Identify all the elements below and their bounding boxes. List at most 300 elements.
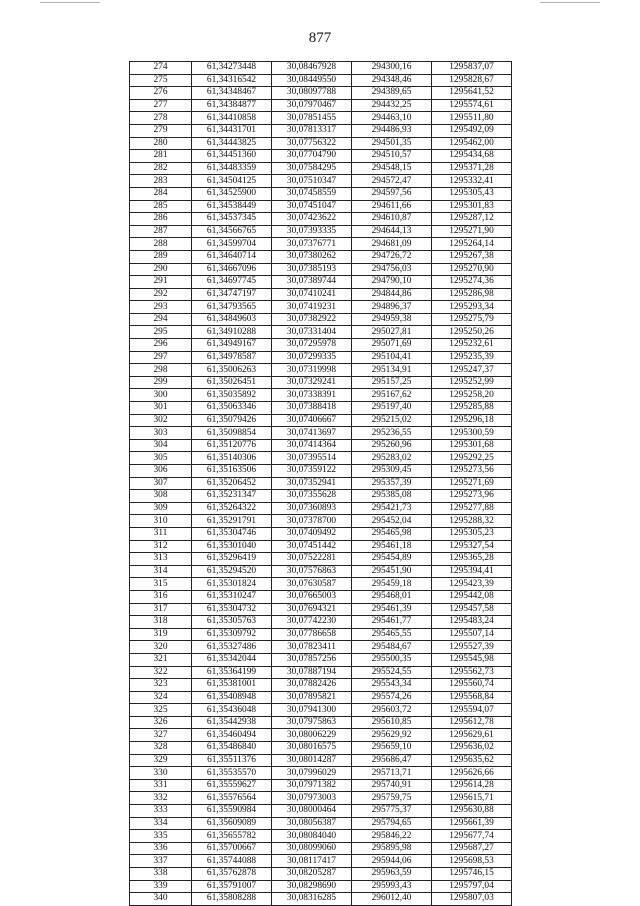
latitude-cell: 61,34949167: [192, 339, 272, 352]
table-row: [130, 112, 512, 125]
point-number-cell: 276: [130, 87, 192, 100]
latitude-cell: 61,34451360: [192, 150, 272, 163]
table-row: [130, 150, 512, 163]
latitude-cell: 61,35301824: [192, 578, 272, 591]
point-number-cell: 278: [130, 112, 192, 125]
x-coordinate-cell: 294756,03: [352, 263, 432, 276]
y-coordinate-cell: 1295636,02: [432, 742, 512, 755]
x-coordinate-cell: 294548,15: [352, 162, 432, 175]
latitude-cell: 61,35063346: [192, 402, 272, 415]
x-coordinate-cell: 295686,47: [352, 754, 432, 767]
latitude-cell: 61,35035892: [192, 389, 272, 402]
latitude-cell: 61,35079426: [192, 414, 272, 427]
longitude-cell: 30,08467928: [272, 62, 352, 75]
y-coordinate-cell: 1295511,80: [432, 112, 512, 125]
table-row: [130, 364, 512, 377]
x-coordinate-cell: 294644,13: [352, 225, 432, 238]
table-row: [130, 490, 512, 503]
longitude-cell: 30,07971382: [272, 779, 352, 792]
y-coordinate-cell: 1295365,28: [432, 553, 512, 566]
point-number-cell: 339: [130, 880, 192, 893]
table-row: [130, 616, 512, 629]
table-row: [130, 515, 512, 528]
latitude-cell: 61,35511376: [192, 754, 272, 767]
longitude-cell: 30,08205287: [272, 868, 352, 881]
longitude-cell: 30,07419231: [272, 301, 352, 314]
longitude-cell: 30,07413697: [272, 427, 352, 440]
point-number-cell: 337: [130, 855, 192, 868]
x-coordinate-cell: 296012,40: [352, 893, 432, 906]
point-number-cell: 323: [130, 679, 192, 692]
point-number-cell: 311: [130, 527, 192, 540]
latitude-cell: 61,34483359: [192, 162, 272, 175]
point-number-cell: 320: [130, 641, 192, 654]
x-coordinate-cell: 295524,55: [352, 666, 432, 679]
table-row: [130, 402, 512, 415]
point-number-cell: 318: [130, 616, 192, 629]
y-coordinate-cell: 1295568,84: [432, 691, 512, 704]
point-number-cell: 331: [130, 779, 192, 792]
table-row: [130, 603, 512, 616]
point-number-cell: 310: [130, 515, 192, 528]
point-number-cell: 305: [130, 452, 192, 465]
table-row: [130, 465, 512, 478]
latitude-cell: 61,35559627: [192, 779, 272, 792]
y-coordinate-cell: 1295635,62: [432, 754, 512, 767]
x-coordinate-cell: 295459,18: [352, 578, 432, 591]
y-coordinate-cell: 1295394,41: [432, 565, 512, 578]
latitude-cell: 61,34410858: [192, 112, 272, 125]
y-coordinate-cell: 1295285,88: [432, 402, 512, 415]
table-row: [130, 855, 512, 868]
table-row: [130, 62, 512, 75]
latitude-cell: 61,35808288: [192, 893, 272, 906]
y-coordinate-cell: 1295247,37: [432, 364, 512, 377]
point-number-cell: 286: [130, 213, 192, 226]
latitude-cell: 61,34537345: [192, 213, 272, 226]
x-coordinate-cell: 294300,16: [352, 62, 432, 75]
longitude-cell: 30,07380262: [272, 250, 352, 263]
longitude-cell: 30,07458559: [272, 187, 352, 200]
y-coordinate-cell: 1295270,90: [432, 263, 512, 276]
table-row: [130, 540, 512, 553]
latitude-cell: 61,35301040: [192, 540, 272, 553]
table-row: [130, 175, 512, 188]
y-coordinate-cell: 1295250,26: [432, 326, 512, 339]
longitude-cell: 30,07423622: [272, 213, 352, 226]
table-row: [130, 225, 512, 238]
point-number-cell: 335: [130, 830, 192, 843]
point-number-cell: 326: [130, 716, 192, 729]
y-coordinate-cell: 1295594,07: [432, 704, 512, 717]
table-row: [130, 389, 512, 402]
table-row: [130, 754, 512, 767]
point-number-cell: 300: [130, 389, 192, 402]
table-row: [130, 238, 512, 251]
y-coordinate-cell: 1295677,74: [432, 830, 512, 843]
latitude-cell: 61,35304732: [192, 603, 272, 616]
longitude-cell: 30,07393335: [272, 225, 352, 238]
point-number-cell: 282: [130, 162, 192, 175]
x-coordinate-cell: 294959,38: [352, 313, 432, 326]
longitude-cell: 30,07414364: [272, 439, 352, 452]
latitude-cell: 61,35609089: [192, 817, 272, 830]
point-number-cell: 298: [130, 364, 192, 377]
table-row: [130, 452, 512, 465]
longitude-cell: 30,08016575: [272, 742, 352, 755]
coordinates-table: [129, 61, 512, 906]
x-coordinate-cell: 295385,08: [352, 490, 432, 503]
x-coordinate-cell: 294486,93: [352, 124, 432, 137]
page-number: 877: [308, 30, 332, 46]
x-coordinate-cell: 295500,35: [352, 653, 432, 666]
latitude-cell: 61,35120776: [192, 439, 272, 452]
longitude-cell: 30,07378700: [272, 515, 352, 528]
x-coordinate-cell: 295454,89: [352, 553, 432, 566]
y-coordinate-cell: 1295292,25: [432, 452, 512, 465]
x-coordinate-cell: 294611,66: [352, 200, 432, 213]
table-row: [130, 666, 512, 679]
point-number-cell: 307: [130, 477, 192, 490]
x-coordinate-cell: 295451,90: [352, 565, 432, 578]
latitude-cell: 61,35310247: [192, 590, 272, 603]
point-number-cell: 289: [130, 250, 192, 263]
table-row: [130, 137, 512, 150]
x-coordinate-cell: 294572,47: [352, 175, 432, 188]
table-row: [130, 792, 512, 805]
x-coordinate-cell: 295452,04: [352, 515, 432, 528]
longitude-cell: 30,08000464: [272, 805, 352, 818]
point-number-cell: 336: [130, 842, 192, 855]
latitude-cell: 61,35535570: [192, 767, 272, 780]
point-number-cell: 293: [130, 301, 192, 314]
point-number-cell: 287: [130, 225, 192, 238]
point-number-cell: 284: [130, 187, 192, 200]
latitude-cell: 61,34747197: [192, 288, 272, 301]
longitude-cell: 30,07319998: [272, 364, 352, 377]
table-row: [130, 767, 512, 780]
top-edge-mark-right: [540, 2, 600, 3]
x-coordinate-cell: 295629,92: [352, 729, 432, 742]
table-row: [130, 805, 512, 818]
x-coordinate-cell: 294726,72: [352, 250, 432, 263]
table-row: [130, 351, 512, 364]
longitude-cell: 30,07576863: [272, 565, 352, 578]
table-row: [130, 729, 512, 742]
x-coordinate-cell: 295215,02: [352, 414, 432, 427]
x-coordinate-cell: 294896,37: [352, 301, 432, 314]
longitude-cell: 30,07887194: [272, 666, 352, 679]
y-coordinate-cell: 1295288,32: [432, 515, 512, 528]
longitude-cell: 30,07694321: [272, 603, 352, 616]
y-coordinate-cell: 1295293,34: [432, 301, 512, 314]
latitude-cell: 61,35264322: [192, 502, 272, 515]
y-coordinate-cell: 1295305,23: [432, 527, 512, 540]
longitude-cell: 30,07359122: [272, 465, 352, 478]
y-coordinate-cell: 1295296,18: [432, 414, 512, 427]
point-number-cell: 325: [130, 704, 192, 717]
table-row: [130, 339, 512, 352]
x-coordinate-cell: 295236,55: [352, 427, 432, 440]
y-coordinate-cell: 1295274,36: [432, 276, 512, 289]
point-number-cell: 315: [130, 578, 192, 591]
y-coordinate-cell: 1295305,43: [432, 187, 512, 200]
latitude-cell: 61,34504125: [192, 175, 272, 188]
point-number-cell: 312: [130, 540, 192, 553]
y-coordinate-cell: 1295574,61: [432, 99, 512, 112]
x-coordinate-cell: 295963,59: [352, 868, 432, 881]
longitude-cell: 30,08056387: [272, 817, 352, 830]
latitude-cell: 61,35305763: [192, 616, 272, 629]
y-coordinate-cell: 1295612,78: [432, 716, 512, 729]
table-row: [130, 99, 512, 112]
longitude-cell: 30,07857256: [272, 653, 352, 666]
point-number-cell: 275: [130, 74, 192, 87]
x-coordinate-cell: 295027,81: [352, 326, 432, 339]
x-coordinate-cell: 295659,10: [352, 742, 432, 755]
longitude-cell: 30,07389744: [272, 276, 352, 289]
point-number-cell: 321: [130, 653, 192, 666]
x-coordinate-cell: 294790,10: [352, 276, 432, 289]
longitude-cell: 30,08014287: [272, 754, 352, 767]
x-coordinate-cell: 295465,98: [352, 527, 432, 540]
point-number-cell: 301: [130, 402, 192, 415]
x-coordinate-cell: 295846,22: [352, 830, 432, 843]
latitude-cell: 61,34525900: [192, 187, 272, 200]
point-number-cell: 313: [130, 553, 192, 566]
latitude-cell: 61,35791007: [192, 880, 272, 893]
y-coordinate-cell: 1295797,04: [432, 880, 512, 893]
longitude-cell: 30,07975863: [272, 716, 352, 729]
y-coordinate-cell: 1295626,66: [432, 767, 512, 780]
longitude-cell: 30,07299335: [272, 351, 352, 364]
point-number-cell: 322: [130, 666, 192, 679]
longitude-cell: 30,07786658: [272, 628, 352, 641]
table-row: [130, 502, 512, 515]
table-row: [130, 590, 512, 603]
x-coordinate-cell: 295759,75: [352, 792, 432, 805]
longitude-cell: 30,07742230: [272, 616, 352, 629]
table-row: [130, 880, 512, 893]
x-coordinate-cell: 295197,40: [352, 402, 432, 415]
table-row: [130, 679, 512, 692]
y-coordinate-cell: 1295258,20: [432, 389, 512, 402]
point-number-cell: 340: [130, 893, 192, 906]
y-coordinate-cell: 1295434,68: [432, 150, 512, 163]
y-coordinate-cell: 1295630,88: [432, 805, 512, 818]
latitude-cell: 61,34538449: [192, 200, 272, 213]
point-number-cell: 277: [130, 99, 192, 112]
x-coordinate-cell: 295134,91: [352, 364, 432, 377]
latitude-cell: 61,35342044: [192, 653, 272, 666]
point-number-cell: 291: [130, 276, 192, 289]
point-number-cell: 306: [130, 465, 192, 478]
x-coordinate-cell: 295421,73: [352, 502, 432, 515]
latitude-cell: 61,35304746: [192, 527, 272, 540]
y-coordinate-cell: 1295483,24: [432, 616, 512, 629]
longitude-cell: 30,07522281: [272, 553, 352, 566]
table-row: [130, 742, 512, 755]
x-coordinate-cell: 294463,10: [352, 112, 432, 125]
y-coordinate-cell: 1295287,12: [432, 213, 512, 226]
latitude-cell: 61,35576564: [192, 792, 272, 805]
longitude-cell: 30,08117417: [272, 855, 352, 868]
point-number-cell: 281: [130, 150, 192, 163]
y-coordinate-cell: 1295746,15: [432, 868, 512, 881]
y-coordinate-cell: 1295423,39: [432, 578, 512, 591]
longitude-cell: 30,07329241: [272, 376, 352, 389]
latitude-cell: 61,34978587: [192, 351, 272, 364]
longitude-cell: 30,07451047: [272, 200, 352, 213]
y-coordinate-cell: 1295275,79: [432, 313, 512, 326]
longitude-cell: 30,07376771: [272, 238, 352, 251]
table-row: [130, 427, 512, 440]
x-coordinate-cell: 295610,85: [352, 716, 432, 729]
point-number-cell: 334: [130, 817, 192, 830]
table-row: [130, 263, 512, 276]
longitude-cell: 30,07813317: [272, 124, 352, 137]
table-row: [130, 74, 512, 87]
x-coordinate-cell: 295157,25: [352, 376, 432, 389]
point-number-cell: 332: [130, 792, 192, 805]
latitude-cell: 61,35309792: [192, 628, 272, 641]
longitude-cell: 30,07756322: [272, 137, 352, 150]
longitude-cell: 30,07451442: [272, 540, 352, 553]
point-number-cell: 327: [130, 729, 192, 742]
y-coordinate-cell: 1295560,74: [432, 679, 512, 692]
point-number-cell: 330: [130, 767, 192, 780]
x-coordinate-cell: 295309,45: [352, 465, 432, 478]
latitude-cell: 61,34599704: [192, 238, 272, 251]
table-row: [130, 868, 512, 881]
point-number-cell: 304: [130, 439, 192, 452]
table-row: [130, 276, 512, 289]
y-coordinate-cell: 1295267,38: [432, 250, 512, 263]
point-number-cell: 295: [130, 326, 192, 339]
latitude-cell: 61,34849603: [192, 313, 272, 326]
table-row: [130, 704, 512, 717]
x-coordinate-cell: 294510,57: [352, 150, 432, 163]
table-row: [130, 779, 512, 792]
longitude-cell: 30,07360893: [272, 502, 352, 515]
point-number-cell: 292: [130, 288, 192, 301]
x-coordinate-cell: 295283,02: [352, 452, 432, 465]
table-row: [130, 578, 512, 591]
point-number-cell: 290: [130, 263, 192, 276]
latitude-cell: 61,34566765: [192, 225, 272, 238]
point-number-cell: 317: [130, 603, 192, 616]
table-row: [130, 691, 512, 704]
y-coordinate-cell: 1295507,14: [432, 628, 512, 641]
y-coordinate-cell: 1295492,09: [432, 124, 512, 137]
point-number-cell: 319: [130, 628, 192, 641]
x-coordinate-cell: 295071,69: [352, 339, 432, 352]
longitude-cell: 30,07355628: [272, 490, 352, 503]
x-coordinate-cell: 295603,72: [352, 704, 432, 717]
longitude-cell: 30,07338391: [272, 389, 352, 402]
longitude-cell: 30,07388418: [272, 402, 352, 415]
top-edge-mark-left: [40, 2, 100, 3]
coordinates-table-body: [130, 62, 512, 906]
table-row: [130, 641, 512, 654]
longitude-cell: 30,08097788: [272, 87, 352, 100]
longitude-cell: 30,07382922: [272, 313, 352, 326]
x-coordinate-cell: 294844,86: [352, 288, 432, 301]
y-coordinate-cell: 1295273,96: [432, 490, 512, 503]
point-number-cell: 333: [130, 805, 192, 818]
point-number-cell: 294: [130, 313, 192, 326]
x-coordinate-cell: 295465,55: [352, 628, 432, 641]
point-number-cell: 328: [130, 742, 192, 755]
x-coordinate-cell: 294348,46: [352, 74, 432, 87]
point-number-cell: 316: [130, 590, 192, 603]
x-coordinate-cell: 295713,71: [352, 767, 432, 780]
latitude-cell: 61,35098854: [192, 427, 272, 440]
table-row: [130, 842, 512, 855]
longitude-cell: 30,07941300: [272, 704, 352, 717]
x-coordinate-cell: 295461,39: [352, 603, 432, 616]
table-row: [130, 301, 512, 314]
table-row: [130, 477, 512, 490]
y-coordinate-cell: 1295615,71: [432, 792, 512, 805]
y-coordinate-cell: 1295807,03: [432, 893, 512, 906]
longitude-cell: 30,07970467: [272, 99, 352, 112]
x-coordinate-cell: 294501,35: [352, 137, 432, 150]
table-row: [130, 553, 512, 566]
longitude-cell: 30,07665003: [272, 590, 352, 603]
longitude-cell: 30,07409492: [272, 527, 352, 540]
table-row: [130, 187, 512, 200]
x-coordinate-cell: 294432,25: [352, 99, 432, 112]
latitude-cell: 61,35442938: [192, 716, 272, 729]
table-row: [130, 565, 512, 578]
y-coordinate-cell: 1295273,56: [432, 465, 512, 478]
x-coordinate-cell: 295104,41: [352, 351, 432, 364]
point-number-cell: 280: [130, 137, 192, 150]
y-coordinate-cell: 1295527,39: [432, 641, 512, 654]
latitude-cell: 61,34273448: [192, 62, 272, 75]
latitude-cell: 61,34640714: [192, 250, 272, 263]
latitude-cell: 61,35294520: [192, 565, 272, 578]
longitude-cell: 30,07895821: [272, 691, 352, 704]
table-row: [130, 213, 512, 226]
x-coordinate-cell: 295461,18: [352, 540, 432, 553]
longitude-cell: 30,07510347: [272, 175, 352, 188]
latitude-cell: 61,34793565: [192, 301, 272, 314]
table-row: [130, 527, 512, 540]
latitude-cell: 61,35006263: [192, 364, 272, 377]
latitude-cell: 61,35744088: [192, 855, 272, 868]
y-coordinate-cell: 1295264,14: [432, 238, 512, 251]
longitude-cell: 30,07630587: [272, 578, 352, 591]
latitude-cell: 61,34667096: [192, 263, 272, 276]
point-number-cell: 329: [130, 754, 192, 767]
y-coordinate-cell: 1295301,68: [432, 439, 512, 452]
x-coordinate-cell: 295543,34: [352, 679, 432, 692]
table-row: [130, 313, 512, 326]
y-coordinate-cell: 1295235,39: [432, 351, 512, 364]
y-coordinate-cell: 1295277,88: [432, 502, 512, 515]
latitude-cell: 61,35486840: [192, 742, 272, 755]
longitude-cell: 30,07996029: [272, 767, 352, 780]
table-row: [130, 830, 512, 843]
x-coordinate-cell: 295167,62: [352, 389, 432, 402]
y-coordinate-cell: 1295301,83: [432, 200, 512, 213]
longitude-cell: 30,07395514: [272, 452, 352, 465]
y-coordinate-cell: 1295300,59: [432, 427, 512, 440]
y-coordinate-cell: 1295562,73: [432, 666, 512, 679]
y-coordinate-cell: 1295641,52: [432, 87, 512, 100]
